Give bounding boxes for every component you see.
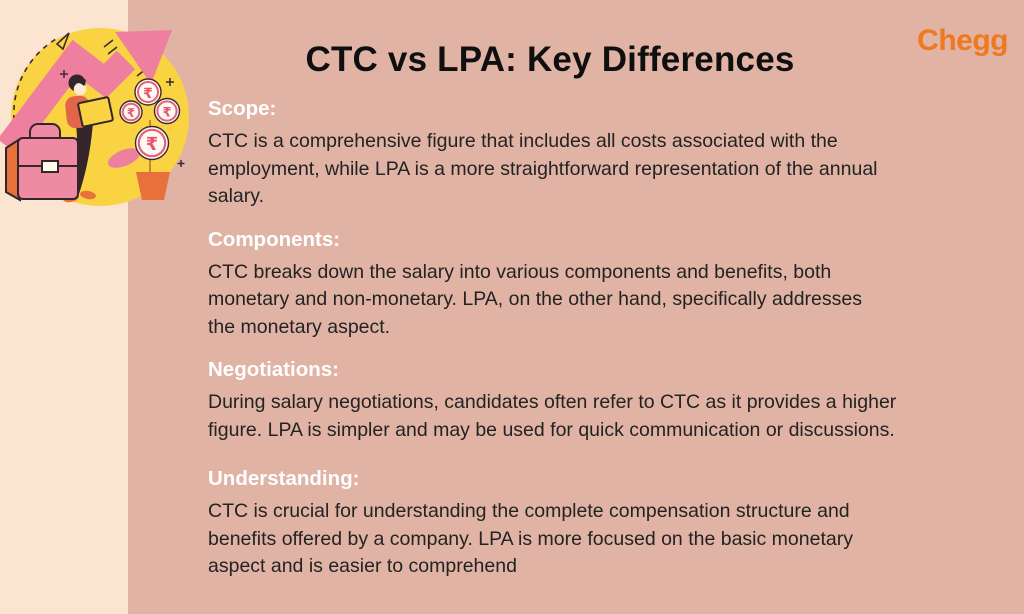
svg-text:₹: ₹ [145,134,159,154]
section-body [208,389,1008,444]
page-title: CTC vs LPA: Key Differences [305,40,795,79]
body-line: During salary negotiations, candidates often refer to CTC as it provides a higher [208,391,897,413]
body-line: employment, while LPA is a more straightforward representation of the annual [208,157,878,180]
section-body [208,128,1008,211]
body-line: CTC is a comprehensive figure that includes all costs associated with the [208,130,838,152]
body-line: figure. LPA is simpler and may be used for quick communication or discussions. [208,418,895,441]
body-line: benefits offered by a company. LPA is more focused on the basic monetary [208,527,853,550]
section-scope [208,96,1008,211]
body-line: CTC is crucial for understanding the complete compensation structure and [208,500,850,522]
section-body [208,259,1008,342]
section-negotiations [208,357,1008,444]
svg-text:₹: ₹ [162,104,172,120]
chegg-logo: Chegg [917,24,1008,57]
rupee-coin [135,79,161,105]
section-heading: Understanding: [208,467,360,490]
section-components [208,227,1008,342]
body-line: the monetary aspect. [208,315,391,338]
rupee-coin [120,101,142,123]
rupee-coin [155,99,180,124]
salary-growth-illustration [0,20,200,210]
body-line: aspect and is easier to comprehend [208,555,517,577]
section-understanding [208,466,1008,581]
body-line: salary. [208,185,264,207]
section-heading: Components: [208,227,341,251]
body-line: CTC breaks down the salary into various components and benefits, both [208,260,832,283]
section-heading: Negotiations: [208,358,339,381]
section-heading: Scope: [208,97,277,120]
body-line: monetary and non-monetary. LPA, on the other hand, specifically addresses [208,288,862,310]
section-body [208,498,1008,581]
rupee-coin [136,127,169,160]
svg-text:₹: ₹ [143,85,153,101]
clipboard-graphic [78,97,113,127]
plant-pot-graphic [136,172,170,200]
svg-text:₹: ₹ [126,106,136,120]
content-sections [208,96,1008,597]
